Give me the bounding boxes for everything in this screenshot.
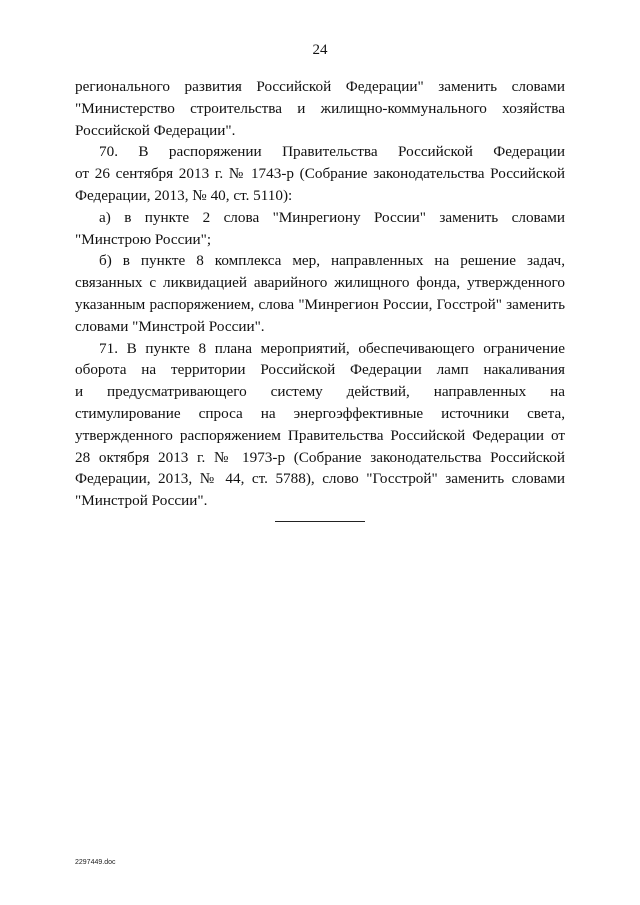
end-separator-line <box>275 521 365 522</box>
subitem-a: а) в пункте 2 слова "Минрегиону России" заменить словами <box>99 208 565 226</box>
paragraph-71-heading: 71. В пункте 8 плана мероприятий, обеспечивающего ограничение <box>99 339 565 357</box>
footer-filename: 2297449.doc <box>75 859 116 866</box>
text-line: и предусматривающего систему действий, направленных на <box>75 383 565 401</box>
text-line: "Минстрою России"; <box>75 230 212 248</box>
page-number: 24 <box>312 42 328 58</box>
text-line: "Минстрой России". <box>75 492 208 510</box>
text-line: "Министерство строительства и жилищно-коммунального хозяйства <box>75 99 565 117</box>
paragraph-70-heading: 70. В распоряжении Правительства Российской Федерации <box>99 143 565 161</box>
document-body <box>75 76 565 512</box>
text-line: регионального развития Российской Федерации" заменить словами <box>75 78 565 95</box>
text-line: стимулирование спроса на энергоэффективные источники света, <box>75 404 565 422</box>
text-line: от 26 сентября 2013 г. № 1743-р (Собрание законодательства Российской <box>75 165 565 183</box>
text-line: 28 октября 2013 г. № 1973-р (Собрание законодательства Российской <box>75 448 565 466</box>
text-line: Российской Федерации". <box>75 121 236 139</box>
text-line: указанным распоряжением, слова "Минрегион России, Госстрой" заменить <box>75 295 565 313</box>
subitem-b: б) в пункте 8 комплекса мер, направленных на решение задач, <box>99 252 565 270</box>
text-line: Федерации, 2013, № 40, ст. 5110): <box>75 186 293 204</box>
text-line: утвержденного распоряжением Правительства Российской Федерации от <box>75 426 565 444</box>
text-line: оборота на территории Российской Федерации ламп накаливания <box>75 361 565 379</box>
text-line: связанных с ликвидацией аварийного жилищного фонда, утвержденного <box>75 274 565 292</box>
text-line: Федерации, 2013, № 44, ст. 5788), слово "Госстрой" заменить словами <box>75 470 565 488</box>
text-line: словами "Минстрой России". <box>75 317 265 335</box>
